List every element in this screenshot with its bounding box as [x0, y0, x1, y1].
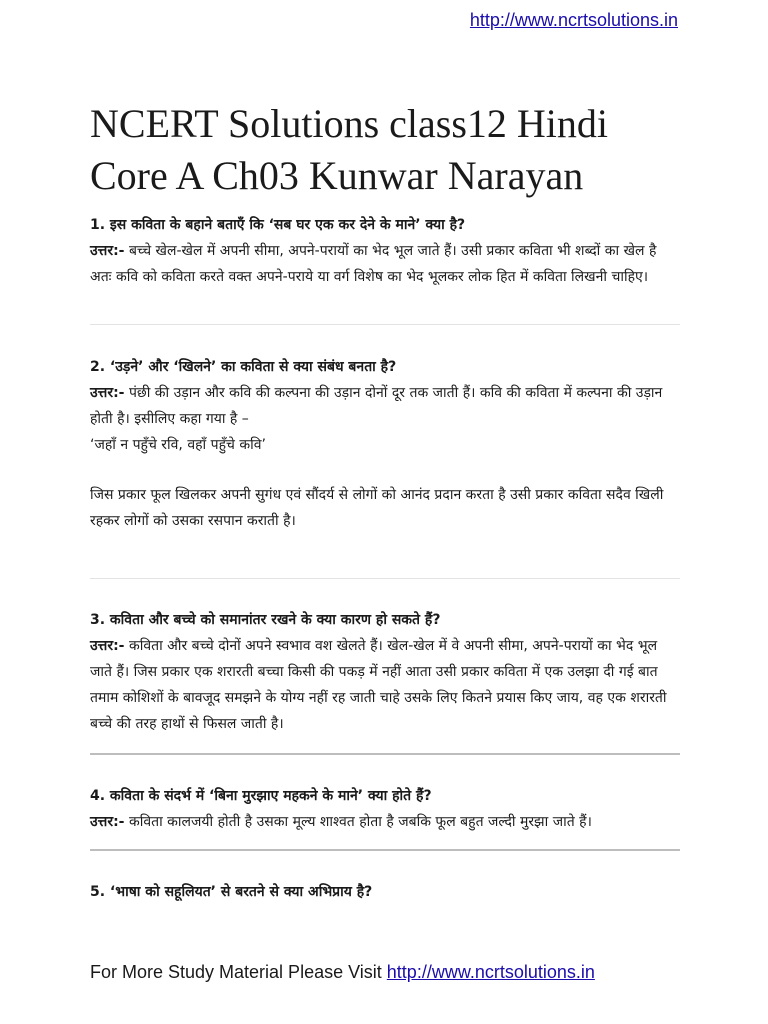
- answer-3: [90, 633, 680, 737]
- answer-4: [90, 809, 680, 835]
- footer-website-link[interactable]: http://www.ncrtsolutions.in: [386, 962, 595, 982]
- qa-item-5: [90, 851, 680, 905]
- answer-2: [90, 380, 680, 432]
- qa-item-3: [90, 579, 680, 753]
- answer-2-extra: जिस प्रकार फूल खिलकर अपनी सुगंध एवं सौंदर्य से लोगों को आनंद प्रदान करता है उसी प्रकार कविता सदैव खिली रहकर लोगों को उसका रसपान कराती है।: [90, 487, 664, 529]
- header-website-link[interactable]: http://www.ncrtsolutions.in: [469, 10, 678, 30]
- footer-text: For More Study Material Please Visit: [90, 962, 382, 982]
- answer-1: [90, 238, 680, 290]
- qa-content: [90, 212, 680, 905]
- answer-text: पंछी की उड़ान और कवि की कल्पना की उड़ान दोनों दूर तक जाती हैं। कवि की कविता में कल्पना की उड़ान होती है। इसीलिए कहा गया है –: [90, 385, 663, 427]
- question-1: 1. इस कविता के बहाने बताएँ कि ‘सब घर एक कर देने के माने’ क्या है?: [90, 217, 466, 233]
- question-4: 4. कविता के संदर्भ में ‘बिना मुरझाए महकने के माने’ क्या होते हैं?: [90, 788, 432, 804]
- answer-label: उत्तर:-: [90, 814, 125, 830]
- document-title: NCERT Solutions class12 Hindi Core A Ch03 Kunwar Narayan: [90, 101, 609, 198]
- question-2: 2. ‘उड़ने’ और ‘खिलने’ का कविता से क्या संबंध बनता है?: [90, 359, 397, 375]
- question-3: 3. कविता और बच्चे को समानांतर रखने के क्या कारण हो सकते हैं?: [90, 612, 441, 628]
- answer-label: उत्तर:-: [90, 243, 125, 259]
- qa-item-2: [90, 325, 680, 578]
- answer-text: कविता कालजयी होती है उसका मूल्य शाश्वत होता है जबकि फूल बहुत जल्दी मुरझा जाते हैं।: [128, 814, 592, 830]
- answer-label: उत्तर:-: [90, 638, 125, 654]
- answer-label: उत्तर:-: [90, 385, 125, 401]
- footer: [90, 962, 595, 983]
- question-5: 5. ‘भाषा को सहूलियत’ से बरतने से क्या अभिप्राय है?: [90, 884, 373, 900]
- qa-item-1: [90, 212, 680, 324]
- qa-item-4: [90, 755, 680, 849]
- answer-text: कविता और बच्चे दोनों अपने स्वभाव वश खेलते हैं। खेल-खेल में वे अपनी सीमा, अपने-परायों का भेद भूल जाते हैं। जिस प्रकार एक शरारती बच्चा किसी की पकड़ में नहीं आता उसी प्रकार कविता में एक उलझा दी गई बात तमाम कोशिशों के बावजूद समझने के योग्य नहीं रह जाती चाहे उसके लिए कितने प्रयास किए जाय, वह एक शरारती बच्चे की तरह हाथों से फिसल जाती है।: [90, 638, 667, 732]
- answer-text: बच्चे खेल-खेल में अपनी सीमा, अपने-परायों का भेद भूल जाते हैं। उसी प्रकार कविता भी शब्दों का खेल है अतः कवि को कविता करते वक्त अपने-पराये या वर्ग विशेष का भेद भूलकर लोक हित में कविता लिखनी चाहिए।: [90, 243, 657, 285]
- quote-line: ‘जहाँ न पहुँचे रवि, वहाँ पहुँचे कवि’: [90, 437, 266, 453]
